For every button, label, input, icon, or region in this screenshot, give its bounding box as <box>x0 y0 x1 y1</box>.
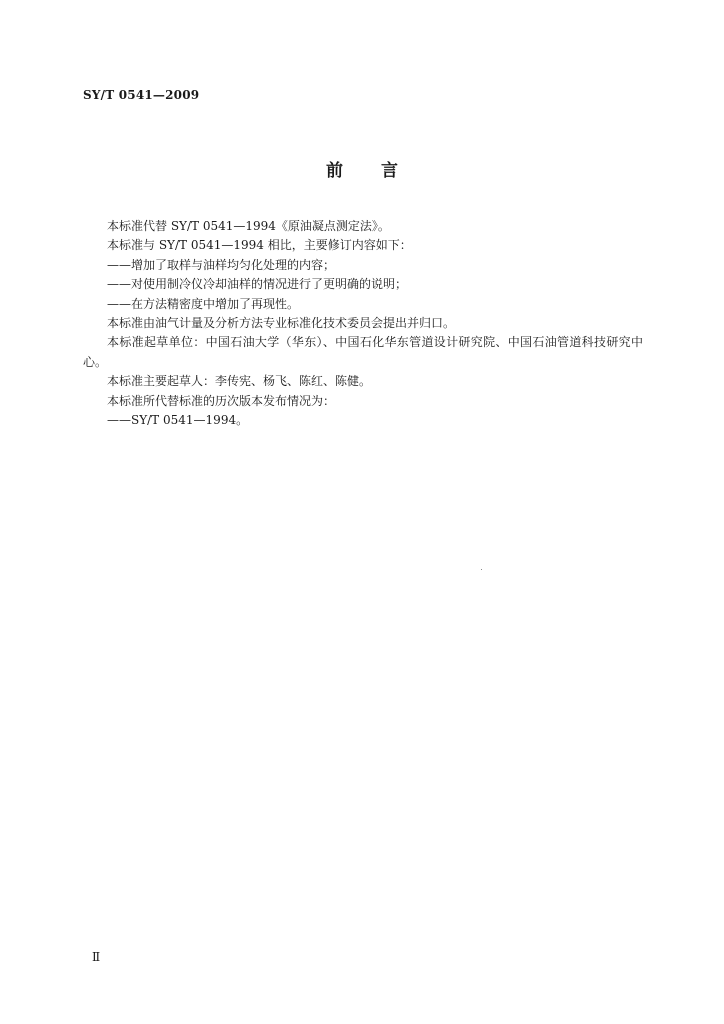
paragraph-drafters: 本标准主要起草人：李传宪、杨飞、陈红、陈健。 <box>107 374 372 389</box>
change-item: ——在方法精密度中增加了再现性。 <box>107 296 300 311</box>
paragraph-proposer: 本标准由油气计量及分析方法专业标准化技术委员会提出并归口。 <box>107 316 456 331</box>
paragraph-drafting-units: 本标准起草单位：中国石油大学（华东）、中国石化华东管道设计研究院、中国石油管道科技研究中心。 <box>83 335 643 369</box>
page-title <box>0 156 724 181</box>
page-number: Ⅱ <box>92 950 101 964</box>
change-item: ——增加了取样与油样均匀化处理的内容； <box>107 257 336 272</box>
paragraph-replaces: 本标准代替 SY/T 0541—1994《原油凝点测定法》。 <box>107 219 390 233</box>
document-code: SY/T 0541—2009 <box>83 88 200 102</box>
paragraph-changes-intro: 本标准与 SY/T 0541—1994 相比，主要修订内容如下： <box>107 238 412 253</box>
paragraph-history-intro: 本标准所代替标准的历次版本发布情况为： <box>107 393 336 408</box>
change-item: ——对使用制冷仪冷却油样的情况进行了更明确的说明； <box>107 277 408 292</box>
title-char-1: 前 <box>326 161 343 181</box>
foreword-body <box>83 217 643 430</box>
scan-speck <box>481 569 482 570</box>
title-char-2: 言 <box>381 161 398 181</box>
history-item: ——SY/T 0541—1994。 <box>107 413 249 428</box>
